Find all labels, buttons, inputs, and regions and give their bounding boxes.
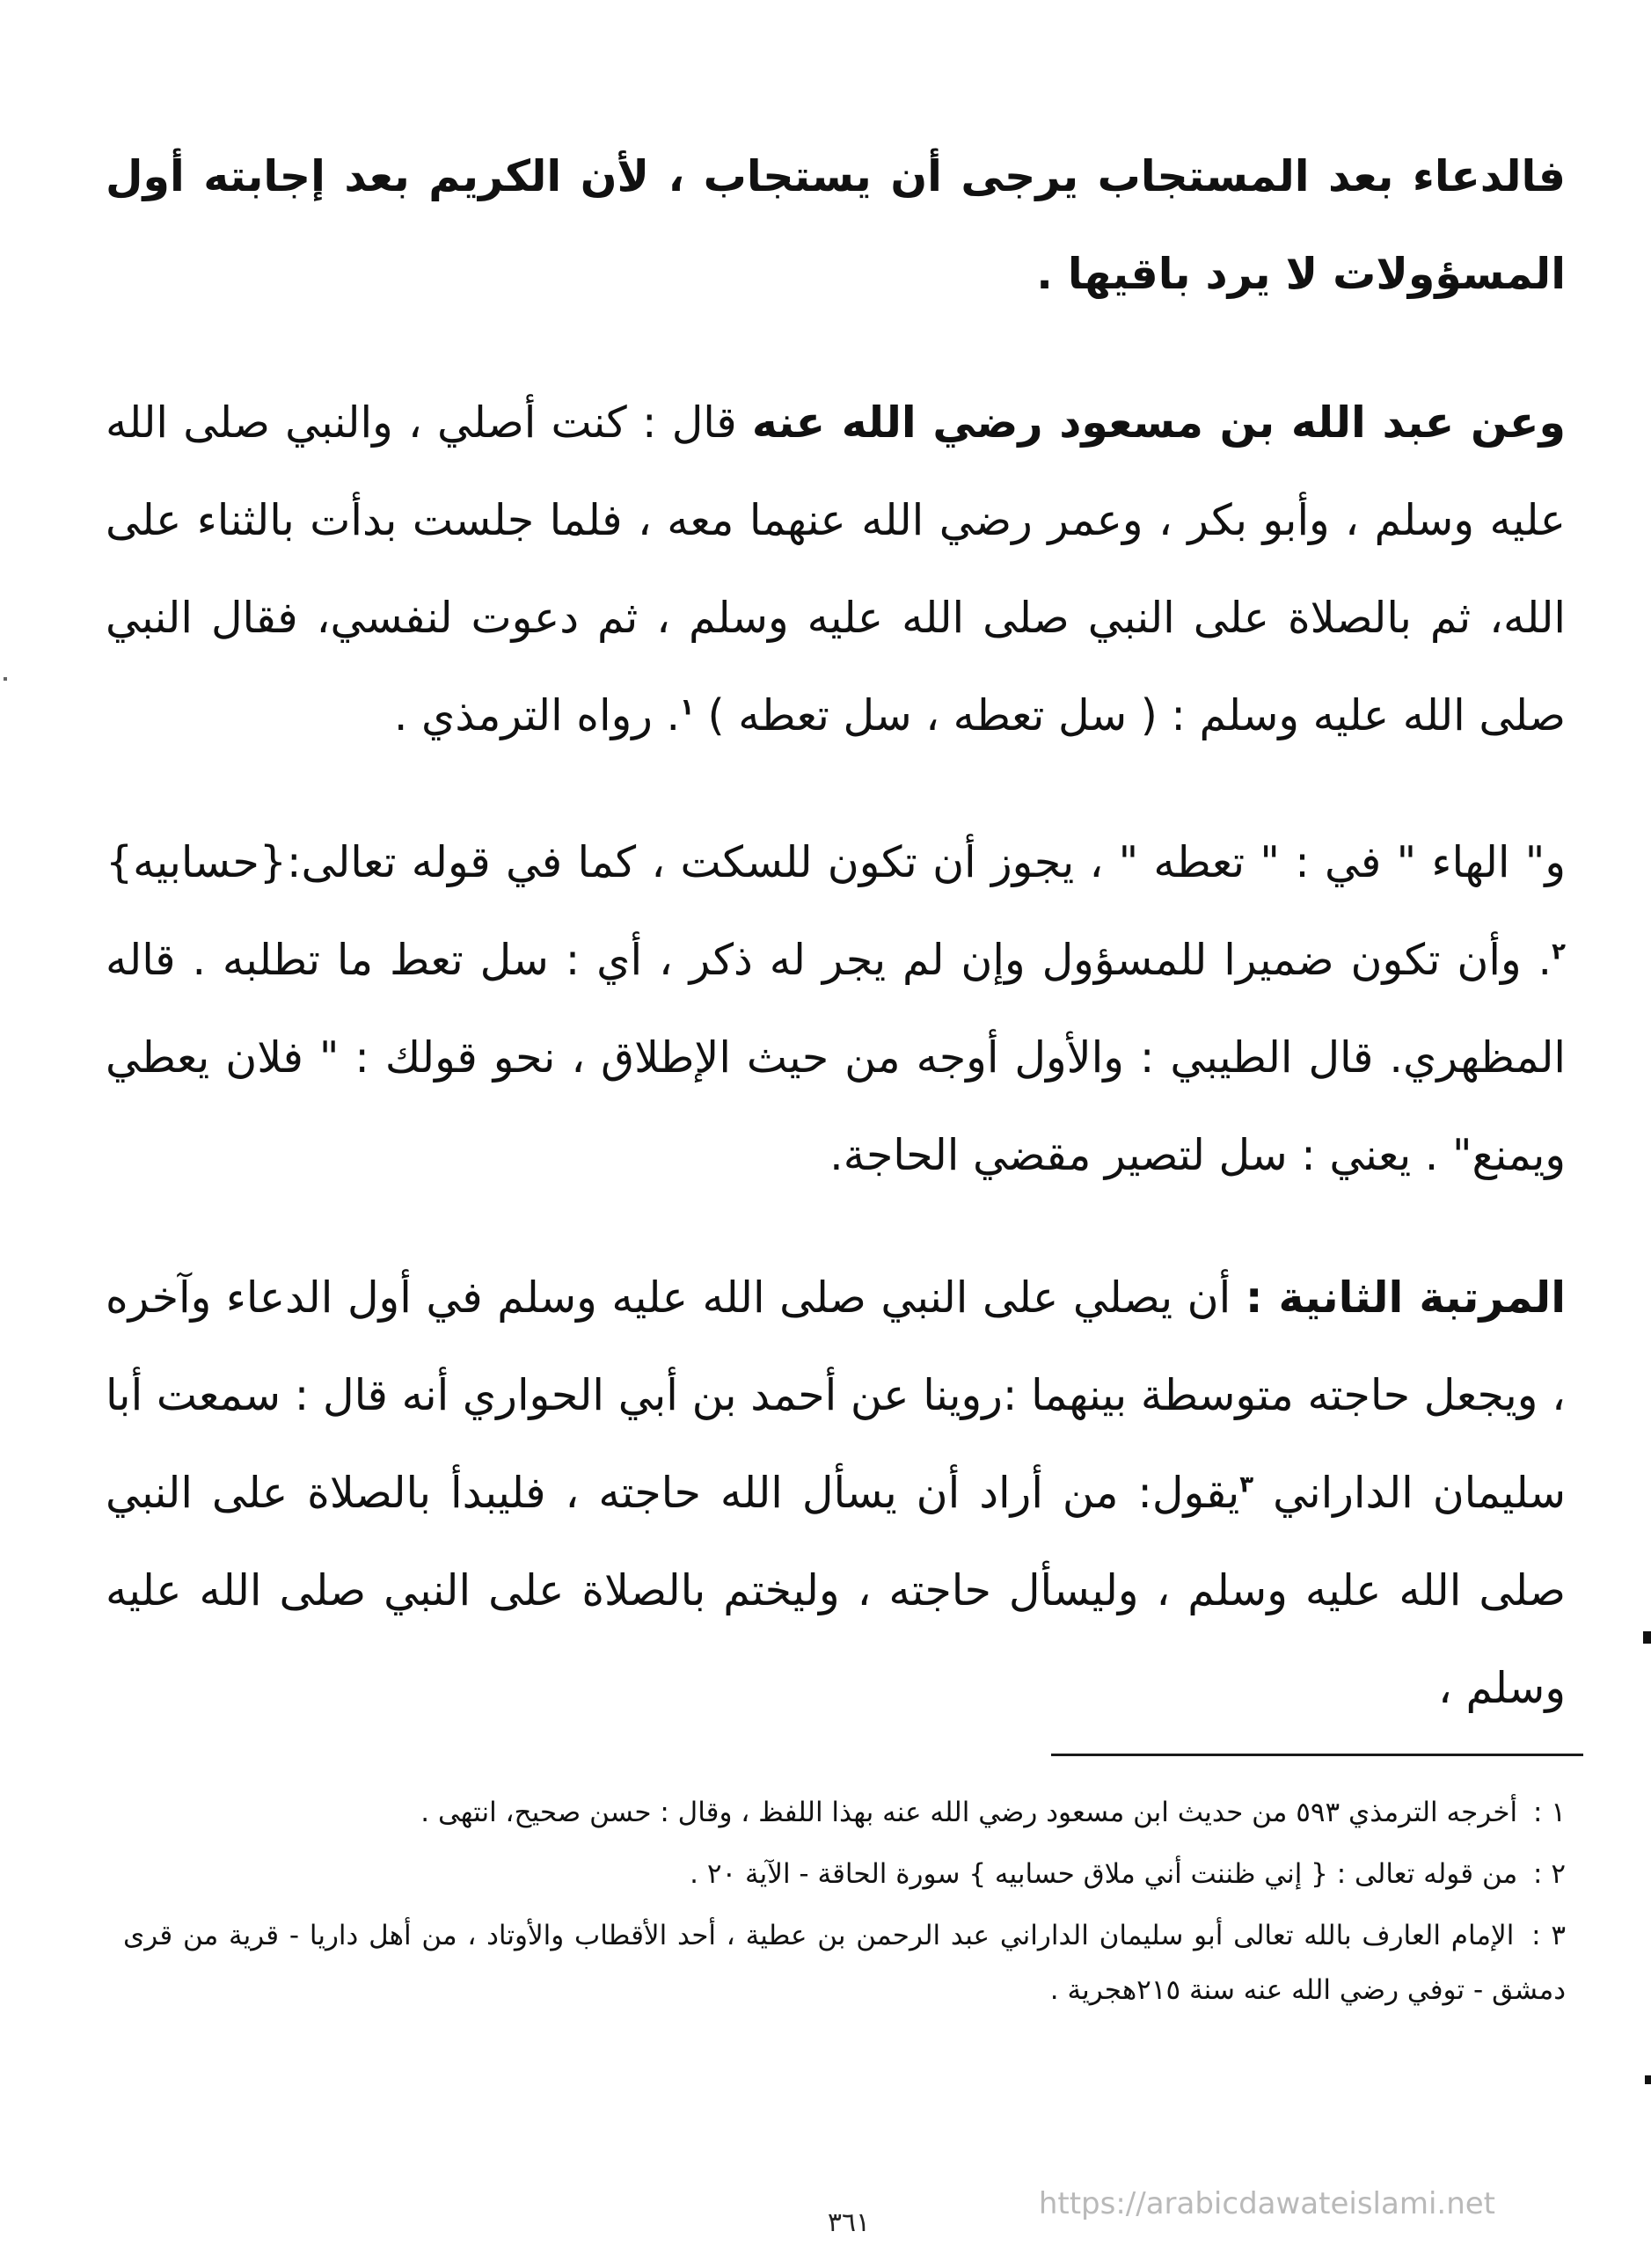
footnote-ref-1: ١: [680, 694, 694, 721]
paragraph-3-body: و" الهاء " في : " تعطه " ، يجوز أن تكون للسكت ، كما في قوله تعالى:{حسابيه}: [106, 837, 1566, 887]
watermark-url: https://arabicdawateislami.net: [1038, 2186, 1495, 2221]
paragraph-3-tail: . وأن تكون ضميرا للمسؤول وإن لم يجر له ذكر ، أي : سل تعط ما تطلبه . قاله المظهري. قال الطيبي : والأول أوجه من حيث الإطلاق ، نحو قولك : " فلان يعطي ويمنع" . يعني : سل لتصير مقضي الحاجة.: [106, 935, 1566, 1180]
footnote-text: أخرجه الترمذي ٥٩٣ من حديث ابن مسعود رضي الله عنه بهذا اللفظ ، وقال : حسن صحيح، انتهى .: [420, 1797, 1518, 1828]
footnote-1: [123, 1785, 1566, 1840]
scan-speck: [4, 677, 7, 681]
paragraph-4-tail: يقول: من أراد أن يسأل الله حاجته ، فليبدأ بالصلاة على النبي صلى الله عليه وسلم ، وليسأل حاجته ، وليختم بالصلاة على النبي صلى الله عليه وسلم ،: [106, 1468, 1566, 1713]
paragraph-2: [106, 374, 1566, 764]
paragraph-3: [106, 813, 1566, 1204]
footnote-ref-2: ٢: [1552, 938, 1566, 966]
footnote-text: الإمام العارف بالله تعالى أبو سليمان الداراني عبد الرحمن بن عطية ، أحد الأقطاب والأوتاد ، من أهل داريا - قرية من قرى دمشق - توفي رضي الله عنه سنة ٢١٥هجرية .: [123, 1920, 1566, 2006]
footnote-number: ٢ :: [1533, 1858, 1566, 1890]
paragraph-1-text: فالدعاء بعد المستجاب يرجى أن يستجاب ، لأن الكريم بعد إجابته أول المسؤولات لا يرد باقيها .: [106, 151, 1566, 299]
paragraph-4-body: أن يصلي على النبي صلى الله عليه وسلم في أول الدعاء وآخره ، ويجعل حاجته متوسطة بينهما :روينا عن أحمد بن أبي الحواري أنه قال : سمعت أبا سليمان الداراني: [106, 1273, 1566, 1518]
footnote-ref-3: ٣: [1239, 1471, 1254, 1499]
footnote-text: من قوله تعالى : { إني ظننت أني ملاق حسابيه } سورة الحاقة - الآية ٢٠ .: [690, 1858, 1518, 1890]
footnote-number: ١ :: [1533, 1797, 1566, 1828]
paragraph-2-tail: . رواه الترمذي .: [393, 690, 681, 740]
scan-edge-mark: [1643, 1631, 1651, 1644]
page-number: ٣٦١: [827, 2207, 871, 2238]
footnote-3: [123, 1908, 1566, 2017]
footnote-separator: [1051, 1754, 1583, 1756]
paragraph-4: [106, 1249, 1566, 1737]
footnotes-section: [123, 1785, 1566, 2024]
scan-edge-mark: [1645, 2075, 1651, 2084]
paragraph-2-lead: وعن عبد الله بن مسعود رضي الله عنه: [751, 397, 1566, 448]
paragraph-2-body: قال : كنت أصلي ، والنبي صلى الله عليه وسلم ، وأبو بكر ، وعمر رضي الله عنهما معه ، فلما جلست بدأت بالثناء على الله، ثم بالصلاة على النبي صلى الله عليه وسلم ، ثم دعوت لنفسي، فقال النبي صلى الله عليه وسلم : ( سل تعطه ، سل تعطه ): [106, 397, 1566, 740]
paragraph-4-lead: المرتبة الثانية :: [1245, 1273, 1566, 1323]
paragraph-1: [106, 128, 1566, 323]
footnote-2: [123, 1847, 1566, 1901]
footnote-number: ٣ :: [1531, 1920, 1566, 1951]
